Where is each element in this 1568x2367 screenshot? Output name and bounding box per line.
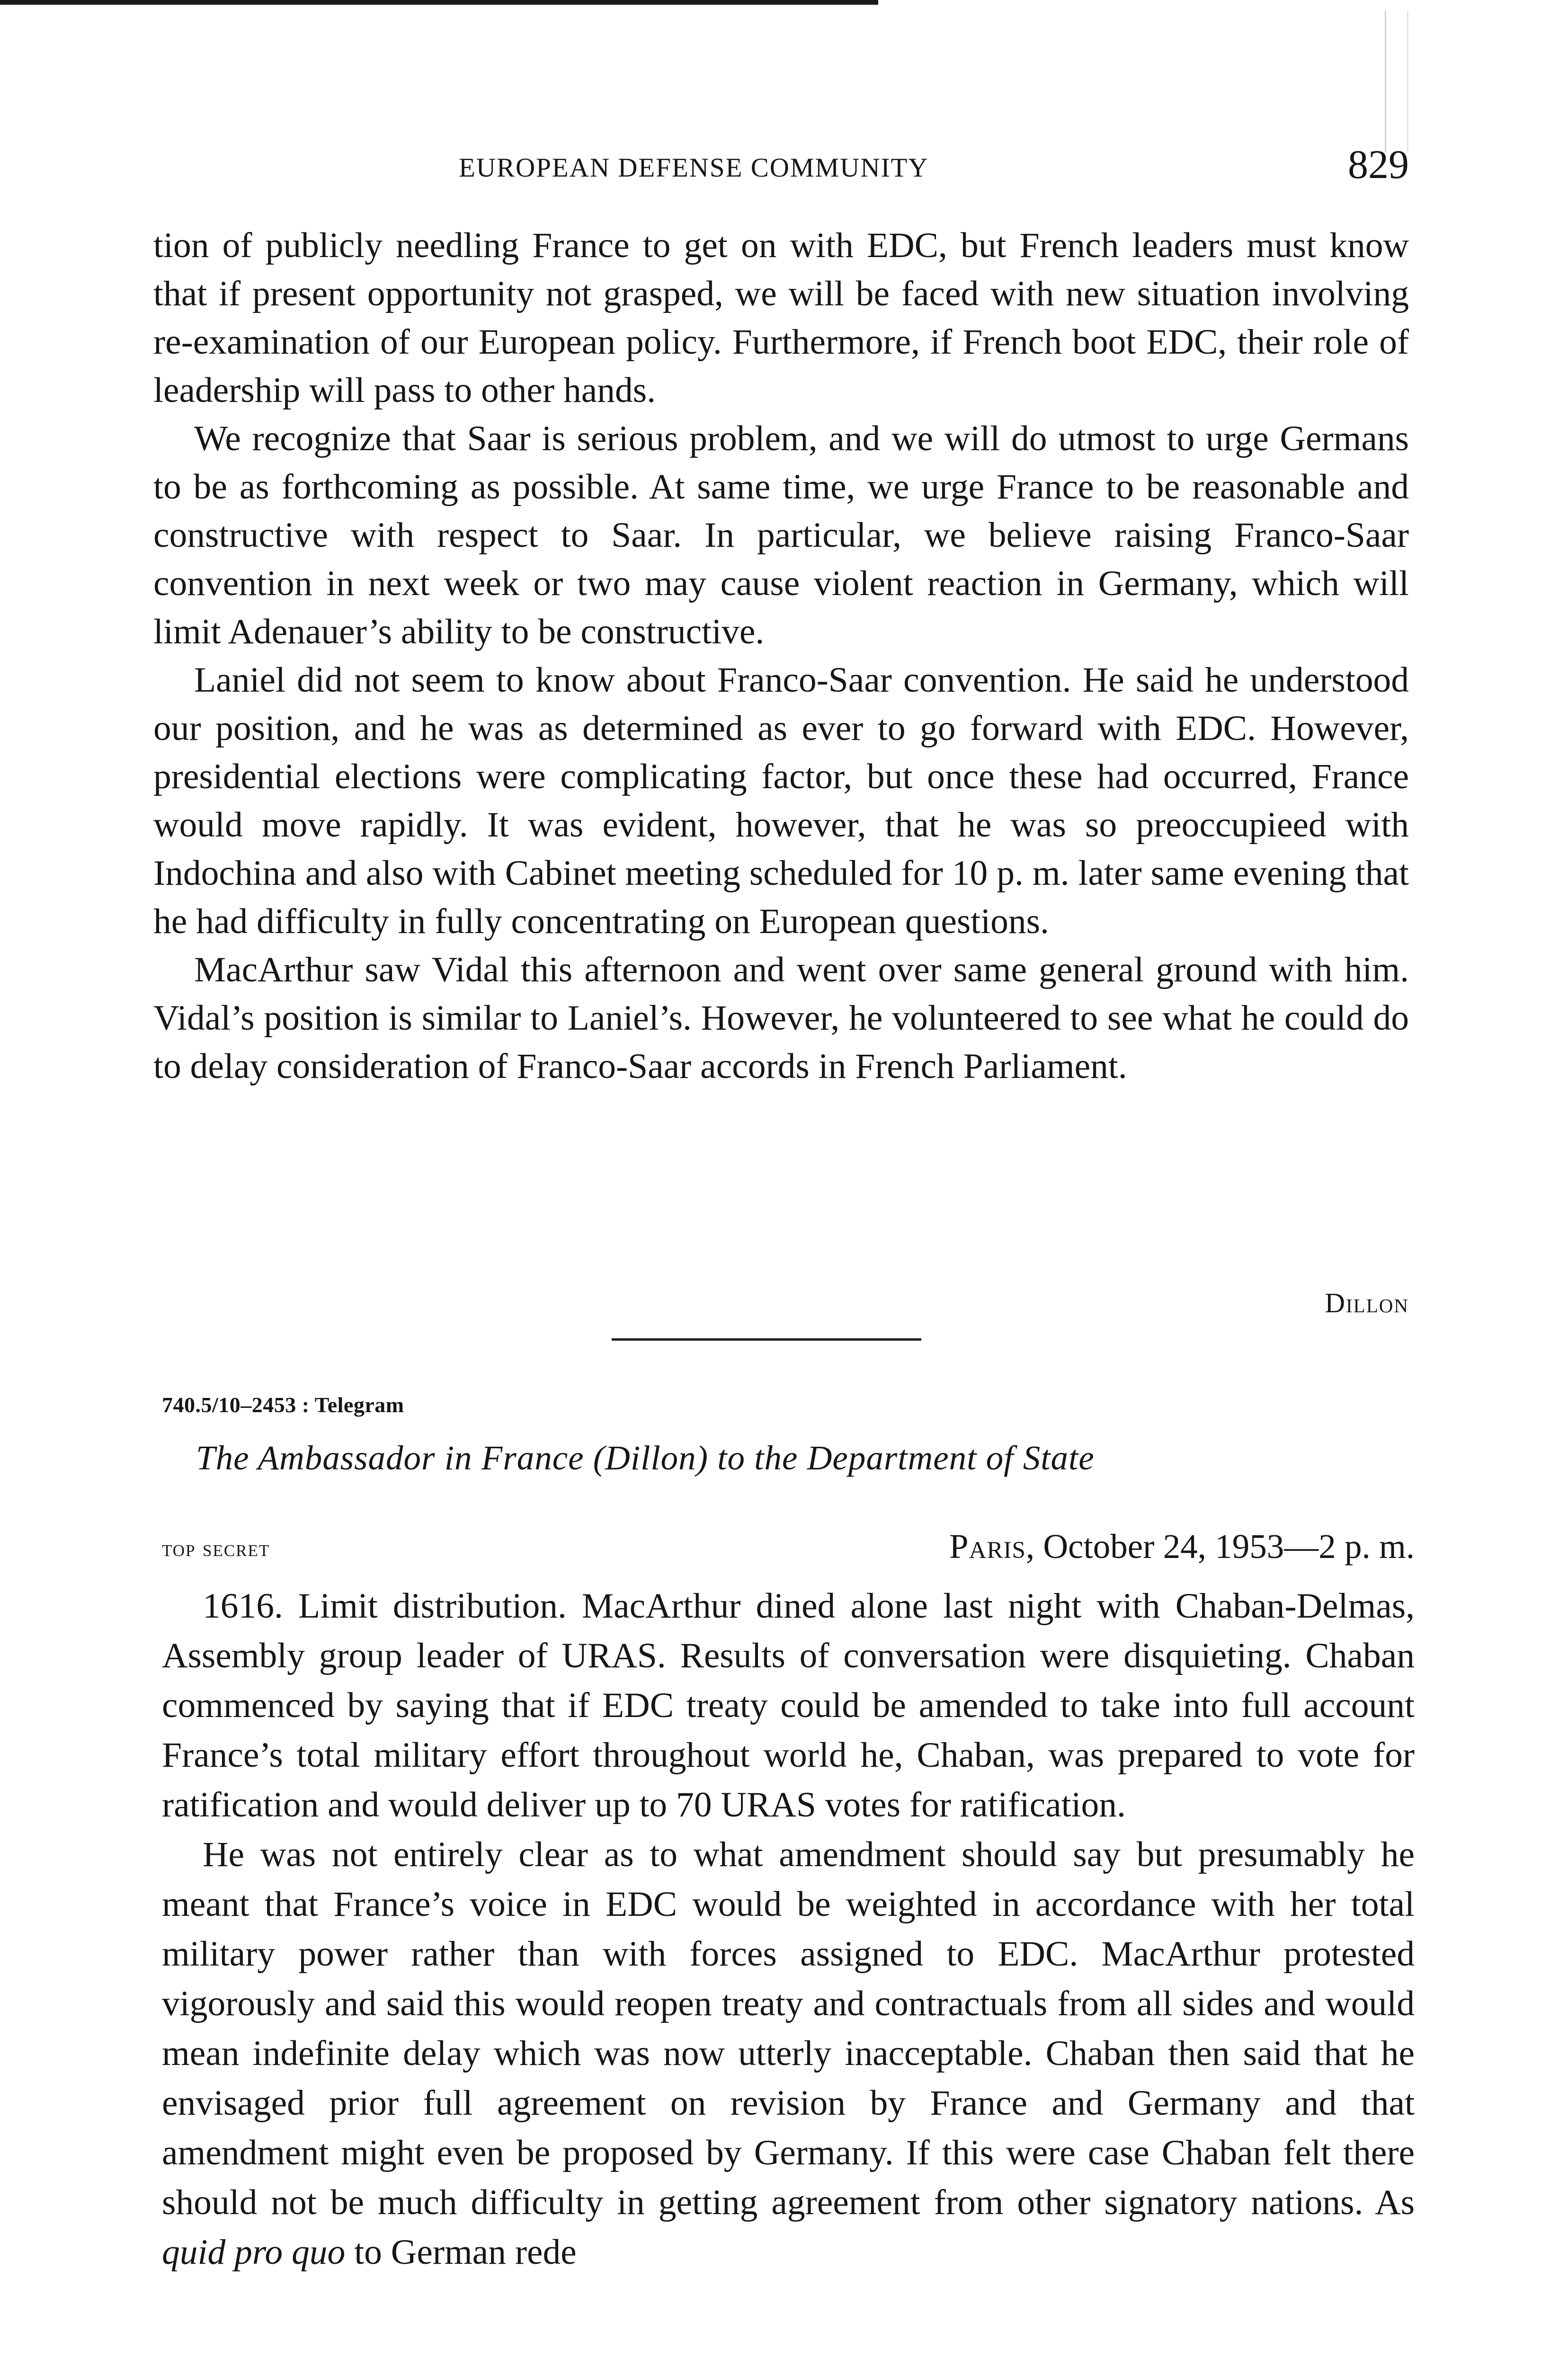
latin-phrase: quid pro quo [162, 2233, 346, 2272]
running-title: EUROPEAN DEFENSE COMMUNITY [459, 153, 929, 183]
paragraph-1: tion of publicly needling France to get on with EDC, but French leaders must know that if present opportunity not grasped, we will be faced with new situation involving re-examination of our European policy. Furthermore, if French boot EDC, their role of leadership will pass to other hands. [153, 226, 1409, 410]
signature: Dillon [1325, 1287, 1409, 1318]
document-title: The Ambassador in France (Dillon) to the Department of State [196, 1439, 1095, 1477]
telegram-paragraph-1: 1616. Limit distribution. MacArthur dined alone last night with Chaban-Delmas, Assembly group leader of URAS. Results of conversation were disquieting. Chaban commenced by saying that if EDC treaty could be amended to take into full account France’s total military effort throughout world he, Chaban, was prepared to vote for ratification and would deliver up to 70 URAS votes for ratification. [162, 1586, 1415, 1824]
section-divider [612, 1338, 921, 1341]
paragraph-2-trailing-text: to German rede [345, 2233, 577, 2272]
file-reference: 740.5/10–2453 : Telegram [162, 1393, 404, 1417]
dateline-place: Paris [949, 1527, 1026, 1566]
paragraph-2: We recognize that Saar is serious problem, and we will do utmost to urge Germans to be as forthcoming as possible. At same time, we urge France to be reasonable and constructive with respect to Saar. In particular, we believe raising Franco-Saar convention in next week or two may cause violent reaction in Germany, which will limit Adenauer’s ability to be constructive. [153, 419, 1409, 651]
scan-top-rule [0, 0, 878, 5]
classification-label: top secret [162, 1535, 270, 1561]
scan-edge-mark [1385, 10, 1408, 152]
page-header [153, 143, 1409, 195]
paragraph-3: Laniel did not seem to know about Franco-Saar convention. He said he understood our position, and he was as determined as ever to go forward with EDC. However, presidential elections were complicating factor, but once these had occurred, France would move rapidly. It was evident, however, that he was so preoccupieed with Indochina and also with Cabinet meeting scheduled for 10 p. m. later same evening that he had difficulty in fully concentrating on European questions. [153, 660, 1409, 941]
telegram-paragraph-2 [162, 1830, 1415, 2277]
continuation-text [153, 222, 1409, 1091]
page-number: 829 [1348, 142, 1409, 187]
paragraph-4: MacArthur saw Vidal this afternoon and went over same general ground with him. Vidal’s position is similar to Laniel’s. However, he volunteered to see what he could do to delay consideration of Franco-Saar accords in French Parliament. [153, 950, 1409, 1086]
dateline-date: , October 24, 1953—2 p. m. [1025, 1527, 1415, 1566]
dateline [949, 1527, 1415, 1566]
paragraph-2-text: He was not entirely clear as to what amendment should say but presumably he meant that France’s voice in EDC would be weighted in accordance with her total military power rather than with forces assigned to EDC. MacArthur protested vigorously and said this would reopen treaty and contractuals from all sides and would mean indefinite delay which was now utterly inacceptable. Chaban then said that he envisaged prior full agreement on revision by France and Germany and that amendment might even be proposed by Germany. If this were case Chaban felt there should not be much difficulty in getting agreement from other signatory nations. As [162, 1835, 1415, 2222]
telegram-text [162, 1581, 1415, 2277]
